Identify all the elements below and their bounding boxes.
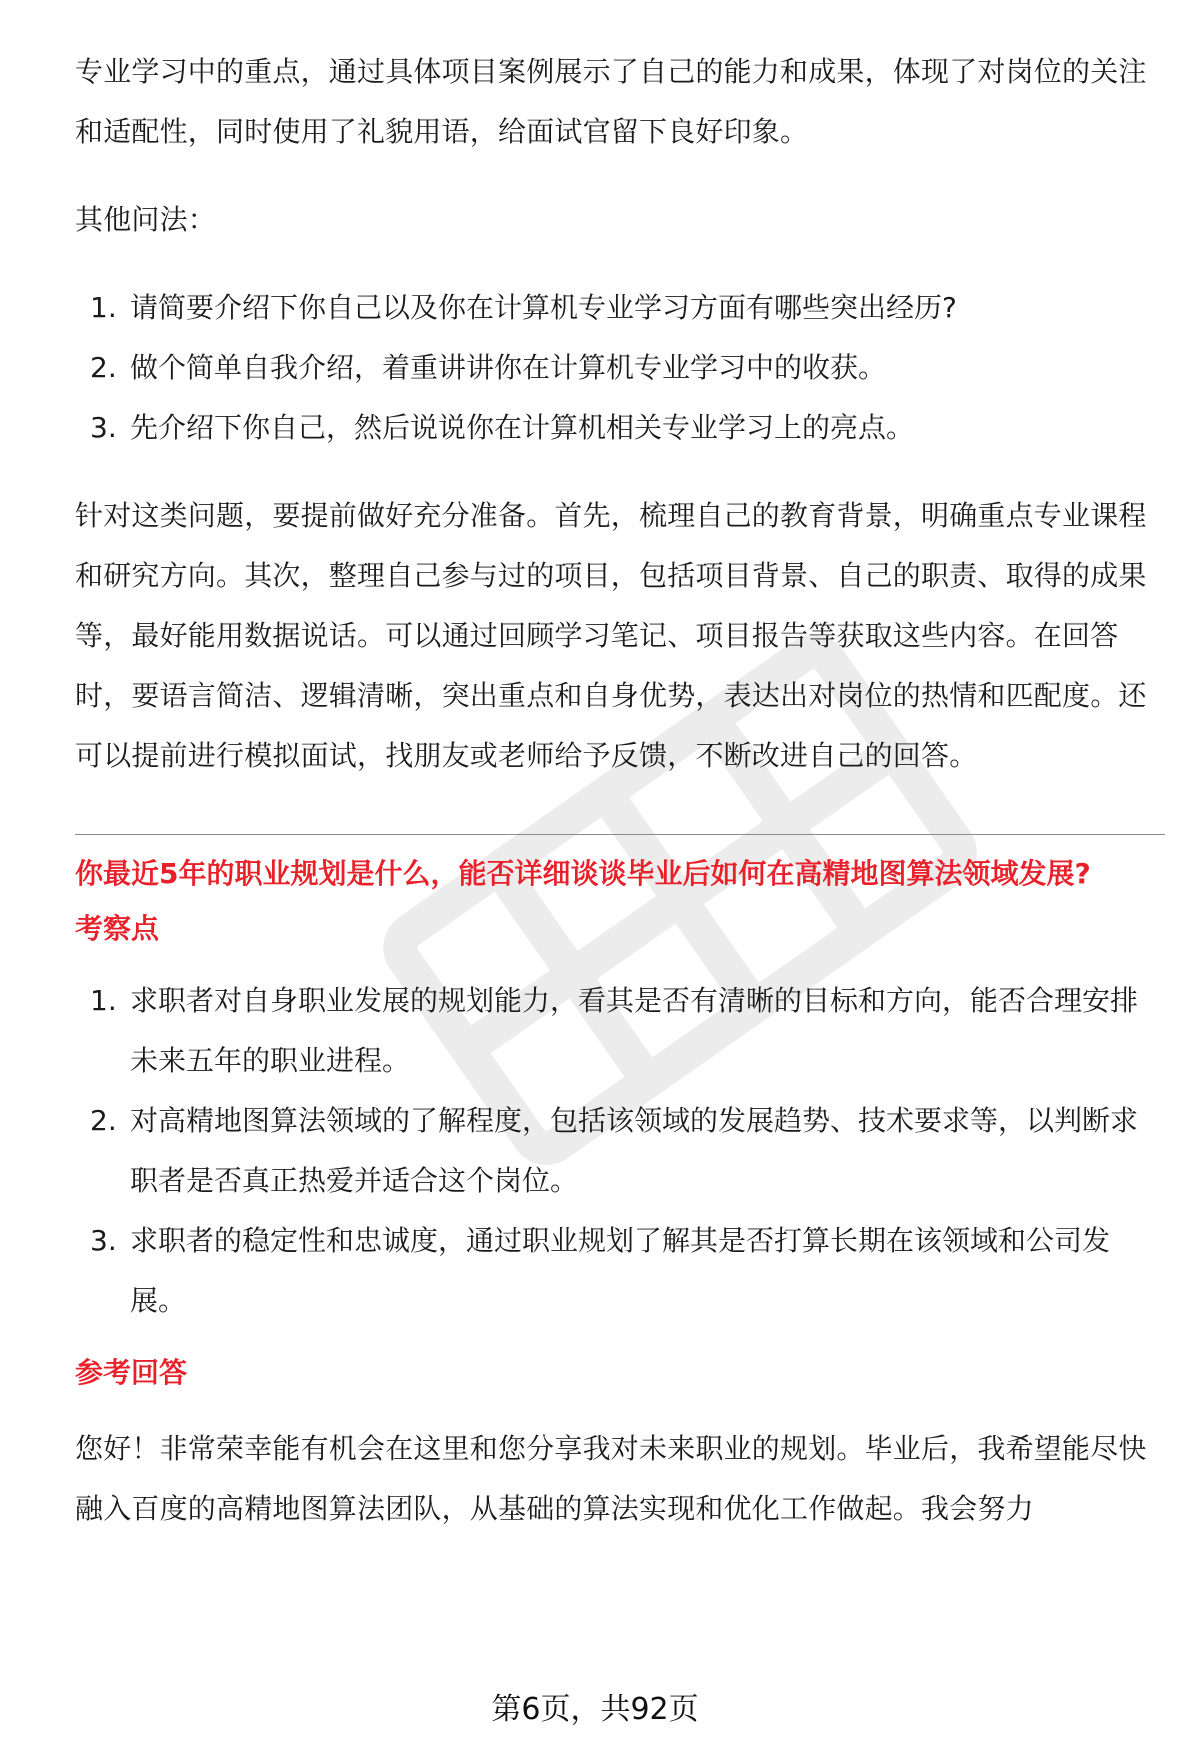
preparation-advice: 针对这类问题，要提前做好充分准备。首先，梳理自己的教育背景，明确重点专业课程和研究方向。其次，整理自己参与过的项目，包括项目背景、自己的职责、取得的成果等，最好能用数据说话。可以通过回顾学习笔记、项目报告等获取这些内容。在回答时，要语言简洁、逻辑清晰，突出重点和自身优势，表达出对岗位的热情和匹配度。还可以提前进行模拟面试，找朋友或老师给予反馈，不断改进自己的回答。 — [75, 499, 1147, 772]
document-page — [75, 42, 1165, 1539]
intro-continuation: 专业学习中的重点，通过具体项目案例展示了自己的能力和成果，体现了对岗位的关注和适配性，同时使用了礼貌用语，给面试官留下良好印象。 — [75, 55, 1147, 148]
list-item-number: 2. — [90, 1104, 117, 1137]
list-item-number: 2. — [90, 351, 117, 384]
list-item-number: 1. — [90, 291, 117, 324]
list-item — [75, 398, 1165, 458]
list-item-number: 3. — [90, 411, 117, 444]
focus-points-list — [75, 971, 1165, 1331]
other-ways-list — [75, 278, 1165, 458]
list-item — [75, 278, 1165, 338]
focus-heading: 考察点 — [75, 912, 160, 945]
list-item-number: 3. — [90, 1224, 117, 1257]
list-item-text: 对高精地图算法领域的了解程度，包括该领域的发展趋势、技术要求等，以判断求职者是否真正热爱并适合这个岗位。 — [130, 1104, 1139, 1197]
list-item-number: 1. — [90, 984, 117, 1017]
list-item — [75, 1211, 1165, 1331]
other-ways-label: 其他问法： — [75, 203, 217, 236]
list-item — [75, 338, 1165, 398]
list-item — [75, 971, 1165, 1091]
answer-heading: 参考回答 — [75, 1356, 188, 1389]
list-item — [75, 1091, 1165, 1211]
list-item-text: 求职者的稳定性和忠诚度，通过职业规划了解其是否打算长期在该领域和公司发展。 — [130, 1224, 1111, 1317]
list-item-text: 先介绍下你自己，然后说说你在计算机相关专业学习上的亮点。 — [130, 411, 915, 444]
question-title: 你最近5年的职业规划是什么，能否详细谈谈毕业后如何在高精地图算法领域发展? — [75, 857, 1091, 890]
list-item-text: 请简要介绍下你自己以及你在计算机专业学习方面有哪些突出经历? — [130, 291, 957, 324]
list-item-text: 做个简单自我介绍，着重讲讲你在计算机专业学习中的收获。 — [130, 351, 887, 384]
page-number: 第6页，共92页 — [491, 1692, 699, 1727]
list-item-text: 求职者对自身职业发展的规划能力，看其是否有清晰的目标和方向，能否合理安排未来五年的职业进程。 — [130, 984, 1139, 1077]
answer-text: 您好！非常荣幸能有机会在这里和您分享我对未来职业的规划。毕业后，我希望能尽快融入百度的高精地图算法团队，从基础的算法实现和优化工作做起。我会努力 — [75, 1432, 1147, 1525]
